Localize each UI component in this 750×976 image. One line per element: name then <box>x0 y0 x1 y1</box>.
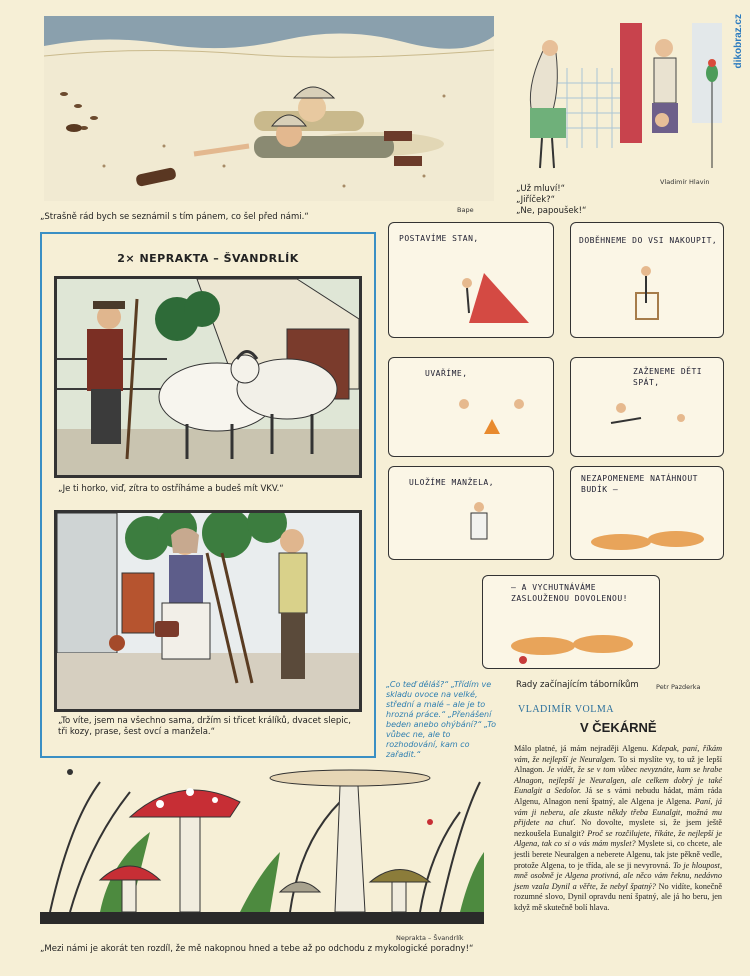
husband-drawing <box>449 497 529 557</box>
farm-cartoon <box>54 510 362 712</box>
strip-panel-7 <box>482 575 660 669</box>
desert-credit: Bape <box>457 206 474 214</box>
strip-panel-2 <box>570 222 724 338</box>
desert-cartoon <box>44 16 494 201</box>
strip-text-1: POSTAVÍME STAN, <box>399 234 479 243</box>
parrot-cartoon <box>512 18 727 183</box>
parrot-illustration <box>512 18 727 183</box>
strip-text-4: ZAŽENEME DĚTI SPÁT, <box>633 367 703 387</box>
strip-text-6: NEZAPOMENEME NATÁHNOUT BUDÍK – <box>581 474 698 494</box>
desert-caption: „Strašně rád bych se seznámil s tím pánem, co šel před námi.“ <box>40 212 309 222</box>
strip-panel-4 <box>570 357 724 457</box>
sleeping-drawing <box>581 517 711 557</box>
strip-panel-6 <box>570 466 724 560</box>
parrot-caption: „Už mluví!“ „Jiříček?“ „Ne, papoušek!“ <box>516 184 587 216</box>
parrot-credit: Vladimír Hlavin <box>660 178 710 186</box>
site-logo: dikobraz.cz <box>733 14 744 69</box>
strip-text-3: UVAŘÍME, <box>425 369 468 378</box>
farm-caption: „To víte, jsem na všechno sama, držím si třicet králíků, dvacet slepic, tři kozy, prase, šest ovcí a manžela.“ <box>58 716 351 737</box>
strip-panel-3 <box>388 357 554 457</box>
strip-text-2: DOBĚHNEME DO VSI NAKOUPIT, <box>579 236 718 245</box>
sheep-illustration <box>57 279 359 475</box>
farm-illustration <box>57 513 359 709</box>
framed-section-title: 2× NEPRAKTA – ŠVANDRLÍK <box>117 252 299 265</box>
vacation-drawing <box>503 626 643 666</box>
strip-caption: Rady začínajícím táborníkům <box>516 680 639 690</box>
strip-panel-5 <box>388 466 554 560</box>
strip-text-7: – A VYCHUTNÁVÁME ZASLOUŽENOU DOVOLENOU! <box>511 583 628 603</box>
children-drawing <box>591 398 711 448</box>
blue-dialog-text: „Co teď děláš?“ „Třídím ve skladu ovoce na velké, střední a malé – ale je to hrozná práce.“ „Přenášení beden anebo ohýbání?“ „To vůbec ne, ale to rozhodování, kam co zařadit.“ <box>386 680 496 759</box>
mushroom-credit: Neprakta – Švandrlík <box>396 934 464 942</box>
runner-drawing <box>611 263 691 333</box>
sheep-caption: „Je ti horko, viď, zítra to ostříháme a budeš mít VKV.“ <box>58 484 284 494</box>
strip-text-5: ULOŽÍME MANŽELA, <box>409 478 495 487</box>
mushroom-caption: „Mezi námi je akorát ten rozdíl, že mě nakopnou hned a tebe až po odchodu z mykologické poradny!“ <box>40 944 474 954</box>
mushroom-cartoon <box>40 762 484 932</box>
tent-drawing <box>429 263 549 333</box>
cooking-drawing <box>429 394 549 454</box>
strip-panel-1 <box>388 222 554 338</box>
article-body: Málo platné, já mám nejraději Algenu. Kdepak, paní, říkám vám, že nejlepší je Neuralgen. To si myslíte vy, to už je lepší Alnagon. Je vidět, že se v tom vůbec nevyznáte, kam se hrabe Alnagon, nejlepší je Neuralgen, ale celkem dobrý je také Eunalgit a Sedolor. Já se s vámi nebudu hádat, mám ráda Algenu, Alnagon není špatný, ale Algena je Algena. Paní, já vám ji neberu, ale zkuste někdy třeba Eunalgit, možná mu přijdete na chuť. No dovolte, myslete si, že jsem ještě nezkoušela Eunalgit? Proč se rozčilujete, říkáte, že nejlepší je Algena, tak co si o vás mám myslet? Myslete si, co chcete, ale jestli berete Neuralgen a neberete Algenu, tak jste pěkně vedle, protože Algena, to je třída, ale se ji nevyrovná. To je hloupost, mně osobně je Algena protivná, ale něco vám řeknu, nedávno jsem vzala Dynil a věřte, že nebyl špatný? No vidíte, konečně rozumné slovo, Dynil opravdu není špatný, ale já ho beru, jen když mě skutečně bolí hlava. <box>514 744 723 912</box>
article-author: VLADIMÍR VOLMA <box>518 704 614 715</box>
strip-credit: Petr Pazderka <box>656 683 701 691</box>
mushroom-illustration <box>40 762 484 932</box>
sheep-cartoon <box>54 276 362 478</box>
desert-illustration <box>44 16 494 201</box>
article-title: V ČEKÁRNĚ <box>580 720 657 735</box>
